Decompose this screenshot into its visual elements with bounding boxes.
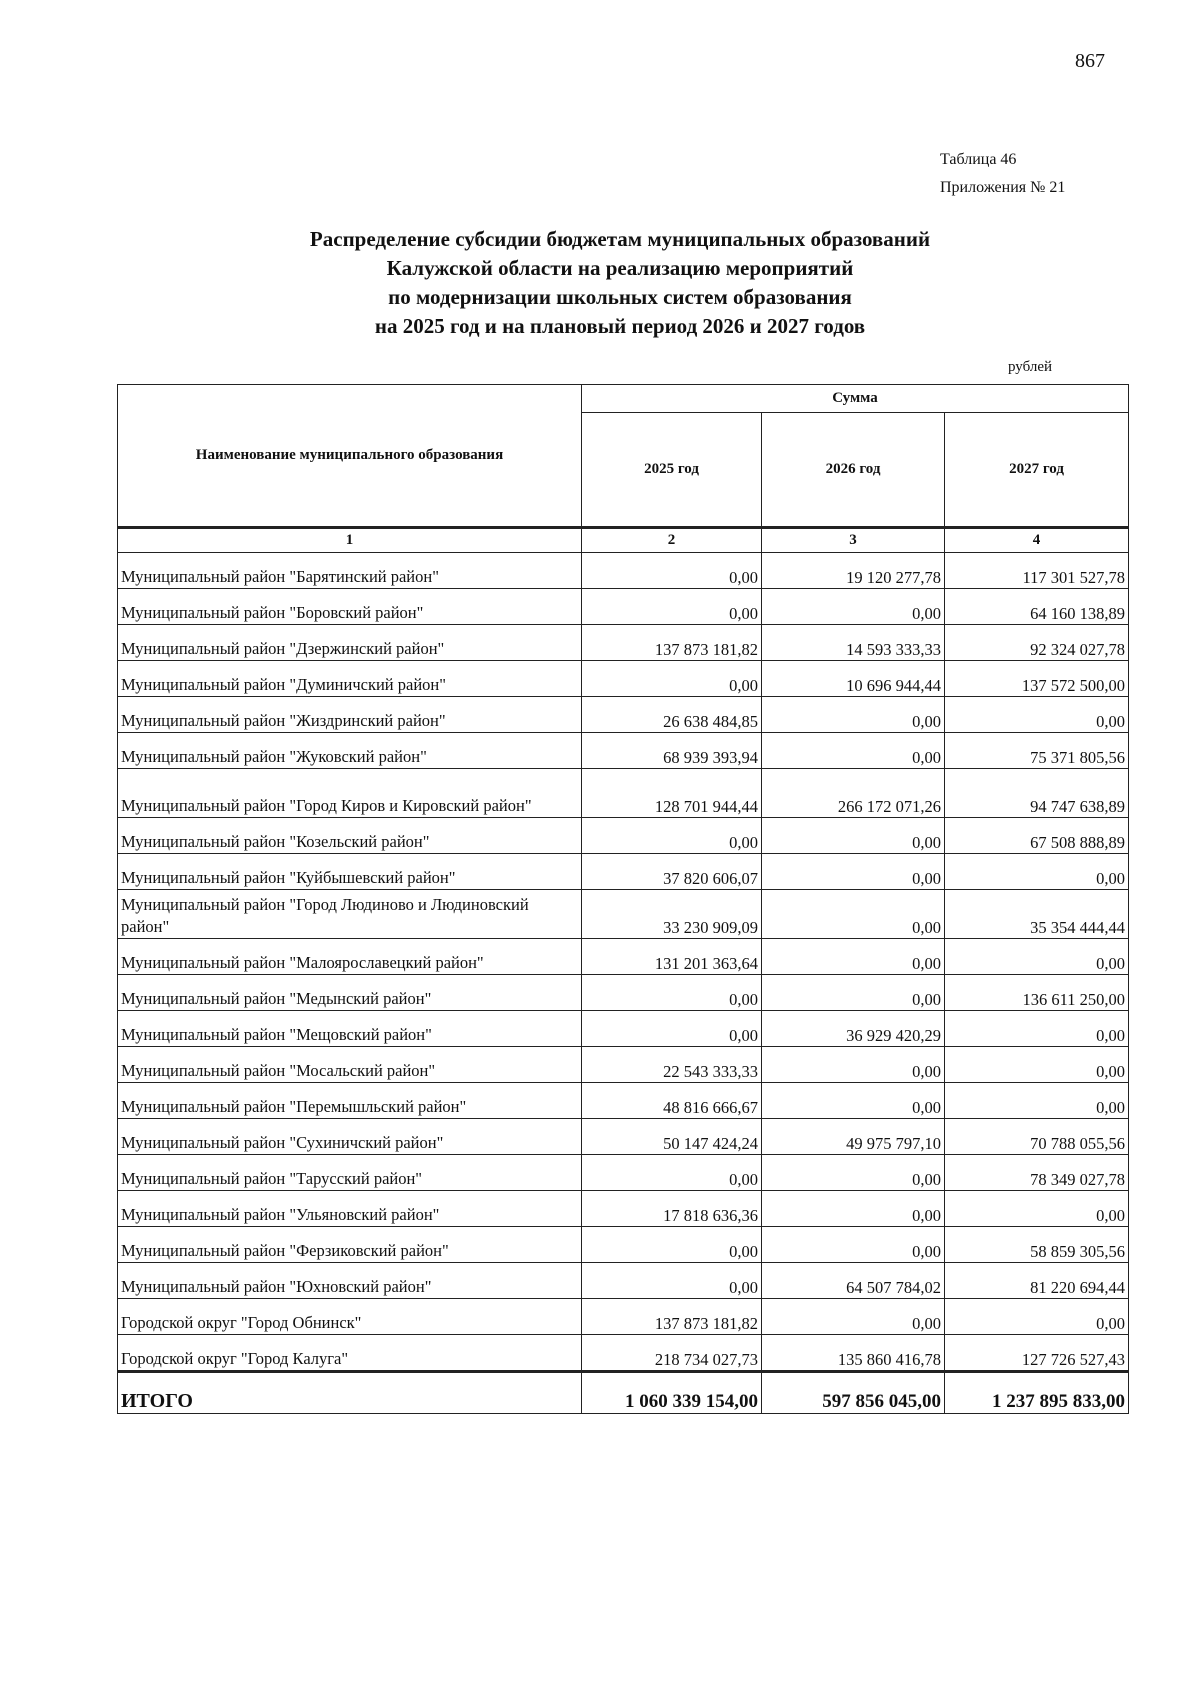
amount-2026: 19 120 277,78	[762, 553, 945, 589]
municipality-name: Муниципальный район "Мещовский район"	[118, 1011, 582, 1047]
amount-2025: 137 873 181,82	[582, 625, 762, 661]
table-row	[118, 1335, 1129, 1372]
municipality-name: Муниципальный район "Куйбышевский район"	[118, 854, 582, 890]
municipality-name: Муниципальный район "Козельский район"	[118, 818, 582, 854]
table-row	[118, 733, 1129, 769]
table-row	[118, 1191, 1129, 1227]
title-line-3: по модернизации школьных систем образования	[388, 285, 852, 309]
amount-2027: 0,00	[945, 697, 1129, 733]
total-row	[118, 1372, 1129, 1414]
table-row	[118, 1155, 1129, 1191]
municipality-name: Муниципальный район "Жиздринский район"	[118, 697, 582, 733]
amount-2025: 0,00	[582, 975, 762, 1011]
table-row	[118, 1011, 1129, 1047]
amount-2025: 17 818 636,36	[582, 1191, 762, 1227]
column-number-2: 2	[582, 528, 762, 553]
amount-2027: 0,00	[945, 1083, 1129, 1119]
table-row	[118, 890, 1129, 939]
municipality-name: Муниципальный район "Город Людиново и Людиновский район"	[118, 890, 582, 939]
amount-2025: 0,00	[582, 589, 762, 625]
table-row	[118, 818, 1129, 854]
page-number: 867	[1075, 50, 1105, 72]
amount-2025: 218 734 027,73	[582, 1335, 762, 1372]
amount-2027: 0,00	[945, 1047, 1129, 1083]
amount-2026: 0,00	[762, 890, 945, 939]
municipality-name: Муниципальный район "Дзержинский район"	[118, 625, 582, 661]
table-row	[118, 589, 1129, 625]
total-2025: 1 060 339 154,00	[582, 1372, 762, 1414]
amount-2026: 64 507 784,02	[762, 1263, 945, 1299]
amount-2026: 0,00	[762, 733, 945, 769]
header-year-2027: 2027 год	[945, 413, 1129, 528]
amount-2026: 0,00	[762, 975, 945, 1011]
amount-2025: 22 543 333,33	[582, 1047, 762, 1083]
amount-2027: 137 572 500,00	[945, 661, 1129, 697]
municipality-name: Городской округ "Город Обнинск"	[118, 1299, 582, 1335]
municipality-name: Муниципальный район "Юхновский район"	[118, 1263, 582, 1299]
table-row	[118, 1299, 1129, 1335]
unit-label: рублей	[1008, 359, 1053, 375]
title-line-2: Калужской области на реализацию мероприятий	[386, 256, 854, 280]
amount-2026: 0,00	[762, 1083, 945, 1119]
amount-2026: 0,00	[762, 589, 945, 625]
municipality-name: Муниципальный район "Перемышльский район"	[118, 1083, 582, 1119]
header-year-2025: 2025 год	[582, 413, 762, 528]
amount-2025: 137 873 181,82	[582, 1299, 762, 1335]
municipality-name: Муниципальный район "Малоярославецкий район"	[118, 939, 582, 975]
title-line-4: на 2025 год и на плановый период 2026 и 2027 годов	[374, 314, 866, 338]
header-year-2026: 2026 год	[762, 413, 945, 528]
amount-2025: 48 816 666,67	[582, 1083, 762, 1119]
table-row	[118, 975, 1129, 1011]
amount-2025: 26 638 484,85	[582, 697, 762, 733]
amount-2025: 37 820 606,07	[582, 854, 762, 890]
amount-2025: 131 201 363,64	[582, 939, 762, 975]
amount-2026: 0,00	[762, 697, 945, 733]
total-label: ИТОГО	[118, 1372, 582, 1414]
amount-2027: 81 220 694,44	[945, 1263, 1129, 1299]
appendix-annex-label: Приложения № 21	[940, 179, 1066, 196]
amount-2025: 0,00	[582, 818, 762, 854]
column-number-4: 4	[945, 528, 1129, 553]
amount-2027: 64 160 138,89	[945, 589, 1129, 625]
amount-2026: 0,00	[762, 1191, 945, 1227]
amount-2026: 10 696 944,44	[762, 661, 945, 697]
amount-2027: 75 371 805,56	[945, 733, 1129, 769]
table-row	[118, 661, 1129, 697]
amount-2027: 0,00	[945, 939, 1129, 975]
municipality-name: Муниципальный район "Медынский район"	[118, 975, 582, 1011]
amount-2026: 0,00	[762, 1047, 945, 1083]
table-row	[118, 1263, 1129, 1299]
municipality-name: Муниципальный район "Мосальский район"	[118, 1047, 582, 1083]
municipality-name: Муниципальный район "Ферзиковский район"	[118, 1227, 582, 1263]
municipality-name: Городской округ "Город Калуга"	[118, 1335, 582, 1372]
amount-2026: 36 929 420,29	[762, 1011, 945, 1047]
table-row	[118, 1119, 1129, 1155]
header-sum: Сумма	[582, 385, 1129, 413]
amount-2027: 0,00	[945, 1299, 1129, 1335]
header-municipality: Наименование муниципального образования	[118, 385, 582, 528]
amount-2025: 0,00	[582, 1155, 762, 1191]
amount-2026: 0,00	[762, 854, 945, 890]
amount-2027: 35 354 444,44	[945, 890, 1129, 939]
amount-2025: 0,00	[582, 553, 762, 589]
amount-2025: 0,00	[582, 661, 762, 697]
municipality-name: Муниципальный район "Боровский район"	[118, 589, 582, 625]
amount-2025: 68 939 393,94	[582, 733, 762, 769]
table-row	[118, 854, 1129, 890]
table-row	[118, 1047, 1129, 1083]
municipality-name: Муниципальный район "Жуковский район"	[118, 733, 582, 769]
municipality-name: Муниципальный район "Тарусский район"	[118, 1155, 582, 1191]
table-row	[118, 553, 1129, 589]
municipality-name: Муниципальный район "Город Киров и Кировский район"	[118, 769, 582, 818]
table-row	[118, 1227, 1129, 1263]
amount-2025: 50 147 424,24	[582, 1119, 762, 1155]
amount-2026: 14 593 333,33	[762, 625, 945, 661]
amount-2026: 0,00	[762, 939, 945, 975]
amount-2027: 117 301 527,78	[945, 553, 1129, 589]
amount-2026: 49 975 797,10	[762, 1119, 945, 1155]
amount-2026: 135 860 416,78	[762, 1335, 945, 1372]
total-2026: 597 856 045,00	[762, 1372, 945, 1414]
amount-2026: 0,00	[762, 1227, 945, 1263]
amount-2027: 70 788 055,56	[945, 1119, 1129, 1155]
amount-2027: 67 508 888,89	[945, 818, 1129, 854]
municipality-name: Муниципальный район "Ульяновский район"	[118, 1191, 582, 1227]
amount-2027: 127 726 527,43	[945, 1335, 1129, 1372]
column-number-3: 3	[762, 528, 945, 553]
municipality-name: Муниципальный район "Думиничский район"	[118, 661, 582, 697]
table-row	[118, 697, 1129, 733]
table-header	[118, 385, 1129, 553]
amount-2027: 58 859 305,56	[945, 1227, 1129, 1263]
amount-2025: 0,00	[582, 1227, 762, 1263]
amount-2026: 266 172 071,26	[762, 769, 945, 818]
document-title	[0, 225, 1200, 341]
amount-2027: 0,00	[945, 1191, 1129, 1227]
municipality-name: Муниципальный район "Барятинский район"	[118, 553, 582, 589]
amount-2026: 0,00	[762, 1299, 945, 1335]
amount-2027: 0,00	[945, 854, 1129, 890]
amount-2025: 128 701 944,44	[582, 769, 762, 818]
amount-2026: 0,00	[762, 1155, 945, 1191]
table-row	[118, 769, 1129, 818]
amount-2027: 78 349 027,78	[945, 1155, 1129, 1191]
amount-2025: 0,00	[582, 1263, 762, 1299]
table-row	[118, 1083, 1129, 1119]
table-row	[118, 625, 1129, 661]
column-number-1: 1	[118, 528, 582, 553]
table-body	[118, 553, 1129, 1414]
title-line-1: Распределение субсидии бюджетам муниципальных образований	[309, 227, 931, 251]
amount-2025: 33 230 909,09	[582, 890, 762, 939]
appendix-reference	[940, 146, 1065, 202]
amount-2027: 92 324 027,78	[945, 625, 1129, 661]
total-2027: 1 237 895 833,00	[945, 1372, 1129, 1414]
subsidy-table	[117, 384, 1129, 1414]
amount-2027: 0,00	[945, 1011, 1129, 1047]
amount-2027: 136 611 250,00	[945, 975, 1129, 1011]
amount-2027: 94 747 638,89	[945, 769, 1129, 818]
amount-2026: 0,00	[762, 818, 945, 854]
amount-2025: 0,00	[582, 1011, 762, 1047]
municipality-name: Муниципальный район "Сухиничский район"	[118, 1119, 582, 1155]
appendix-table-label: Таблица 46	[940, 151, 1017, 168]
table-row	[118, 939, 1129, 975]
